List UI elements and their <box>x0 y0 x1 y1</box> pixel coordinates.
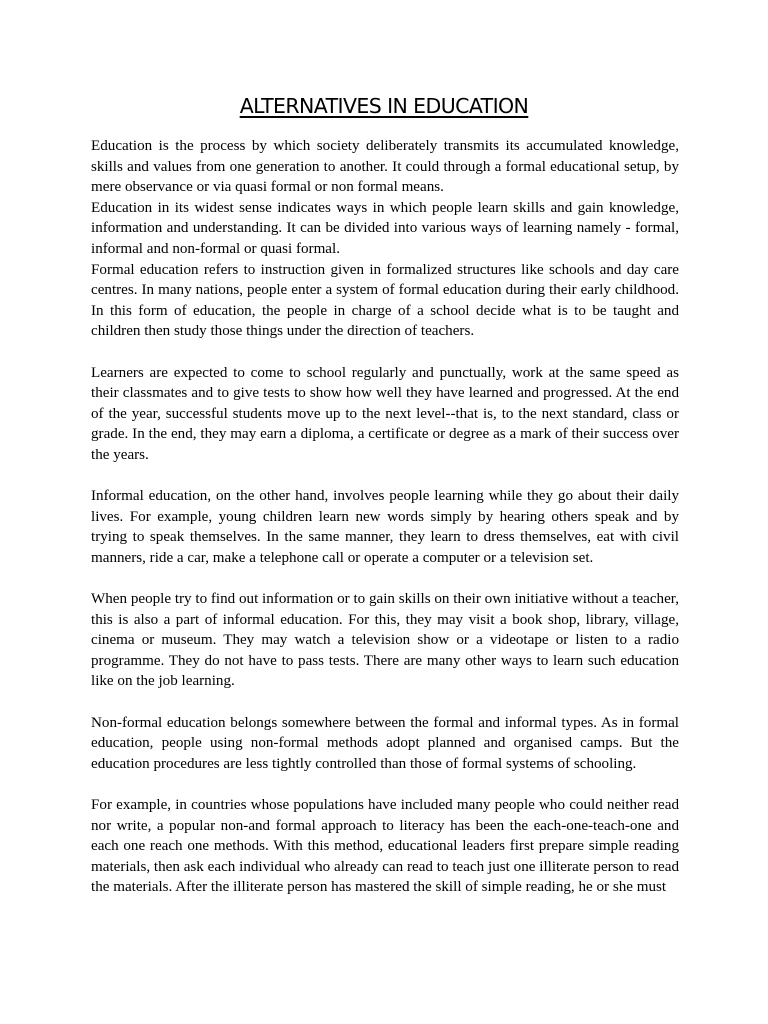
paragraph-widest-sense: Education in its widest sense indicates ways in which people learn skills and gain knowledge, information and understanding. It can be divided into various ways of learning namely - formal, informal and non-formal or quasi formal. <box>91 199 679 257</box>
paragraph-education-definition: Education is the process by which society deliberately transmits its accumulated knowledge, skills and values from one generation to another. It could through a formal educational setup, by mere observance or via quasi formal or non formal means. <box>91 138 679 196</box>
document-body <box>91 136 679 898</box>
paragraph-formal-education: Formal education refers to instruction given in formalized structures like schools and day care centres. In many nations, people enter a system of formal education during their early childhood. In this form of education, the people in charge of a school decide what is to be taught and children then study those things under the direction of teachers. <box>91 261 679 340</box>
paragraph-literacy-example: For example, in countries whose populations have included many people who could neither read nor write, a popular non-and formal approach to literacy has been the each-one-teach-one and each one reach one methods. With this method, educational leaders first prepare simple reading materials, then ask each individual who already can read to teach just one illiterate person to read the materials. After the illiterate person has mastered the skill of simple reading, he or she must <box>91 797 679 896</box>
paragraph-non-formal-education: Non-formal education belongs somewhere between the formal and informal types. As in formal education, people using non-formal methods adopt planned and organised camps. But the education procedures are less tightly controlled than those of formal systems of schooling. <box>91 714 679 772</box>
document-title: ALTERNATIVES IN EDUCATION <box>239 94 529 118</box>
paragraph-own-initiative: When people try to find out information or to gain skills on their own initiative without a teacher, this is also a part of informal education. For this, they may visit a book shop, library, village, cinema or museum. They may watch a television show or a videotape or listen to a radio programme. They do not have to pass tests. There are many other ways to learn such education like on the job learning. <box>91 591 679 690</box>
paragraph-informal-education: Informal education, on the other hand, involves people learning while they go about their daily lives. For example, young children learn new words simply by hearing others speak and by trying to speak themselves. In the same manner, they learn to dress themselves, eat with civil manners, ride a car, make a telephone call or operate a computer or a television set. <box>91 488 679 566</box>
paragraph-learners-expected: Learners are expected to come to school regularly and punctually, work at the same speed as their classmates and to give tests to show how well they have learned and progressed. At the end of the year, successful students move up to the next level--that is, to the next standard, class or grade. In the end, they may earn a diploma, a certificate or degree as a mark of their success over the years. <box>91 364 679 463</box>
